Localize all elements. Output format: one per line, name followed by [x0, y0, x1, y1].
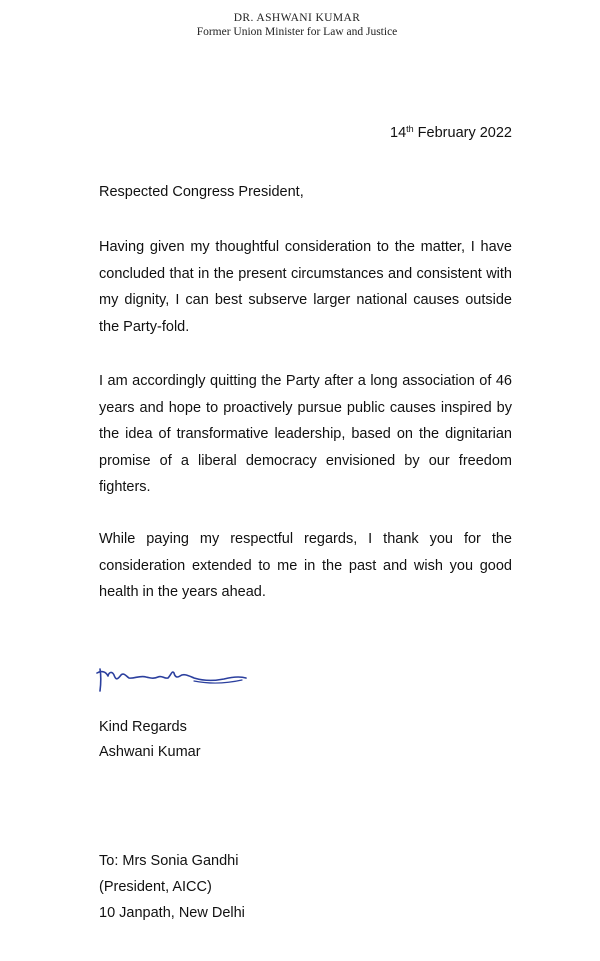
salutation: Respected Congress President, [99, 184, 304, 200]
closing-regards: Kind Regards [99, 719, 187, 735]
letter-date [390, 125, 512, 141]
date-day: 14 [390, 125, 407, 141]
letterhead-name: DR. ASHWANI KUMAR [233, 12, 361, 24]
date-month-year: February 2022 [413, 125, 512, 141]
recipient-line-2: (President, AICC) [99, 879, 212, 895]
letterhead [0, 11, 600, 40]
signature-stroke [97, 669, 246, 691]
body-paragraph-2: I am accordingly quitting the Party after a long association of 46 years and hope to proactively pursue public causes inspired by the idea of transformative leadership, based on the dignitarian promise of a liberal democracy envisioned by our freedom fighters. [99, 373, 512, 496]
recipient-line-1: To: Mrs Sonia Gandhi [99, 853, 239, 869]
closing [99, 715, 201, 765]
date-ordinal: th [406, 124, 414, 134]
handwritten-signature [94, 657, 254, 697]
body-paragraph-1: Having given my thoughtful consideration to the matter, I have concluded that in the present circumstances and consistent with my dignity, I can best subserve larger national causes outside the Party-fold. [99, 239, 512, 335]
letterhead-title: Former Union Minister for Law and Justice [196, 26, 398, 38]
recipient-address [99, 848, 245, 926]
sender-name: Ashwani Kumar [99, 744, 201, 760]
recipient-line-3: 10 Janpath, New Delhi [99, 905, 245, 921]
body-paragraph-3: While paying my respectful regards, I thank you for the consideration extended to me in the past and wish you good health in the years ahead. [99, 531, 512, 601]
